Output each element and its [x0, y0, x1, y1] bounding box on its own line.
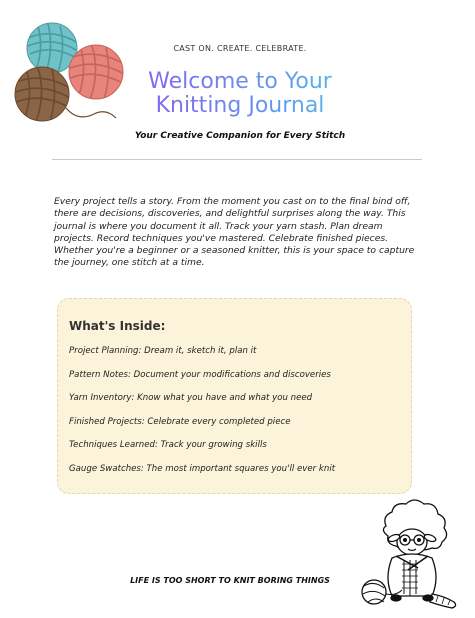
footer-slogan: LIFE IS TOO SHORT TO KNIT BORING THINGS [130, 576, 330, 585]
title-line-2: Knitting Journal [155, 93, 325, 118]
list-item: Finished Projects: Celebrate every completed piece [69, 416, 291, 427]
page-title [120, 70, 360, 118]
whats-inside-list [69, 345, 335, 487]
list-item: Project Planning: Dream it, sketch it, plan it [69, 346, 257, 356]
subtitle: Your Creative Companion for Every Stitch [134, 131, 346, 141]
list-item: Techniques Learned: Track your growing skills [69, 440, 267, 451]
whats-inside-box [57, 298, 412, 494]
intro-paragraph: Every project tells a story. From the moment you cast on to the final bind off, there are decisions, discoveries, and delightful surprises along the way. This journal is where you document it all. Track your yarn stash. Plan dream projects. Record techniques you've mastered. Celebrate finished pieces. Whether you're a beginner or a seasoned knitter, this is your space to capture the journey, one stitch at a time. [54, 196, 415, 269]
tagline: CAST ON. CREATE. CELEBRATE. [173, 44, 307, 53]
list-item: Yarn Inventory: Know what you have and what you need [69, 393, 313, 404]
list-item: Pattern Notes: Document your modifications and discoveries [69, 369, 331, 380]
divider [52, 159, 422, 160]
knitting-sheep-illustration [356, 498, 468, 610]
yarn-balls-illustration [8, 18, 130, 130]
list-item: Gauge Swatches: The most important squares you'll ever knit [69, 463, 336, 474]
whats-inside-heading: What's Inside: [69, 319, 166, 333]
title-line-1: Welcome to Your [148, 69, 332, 94]
